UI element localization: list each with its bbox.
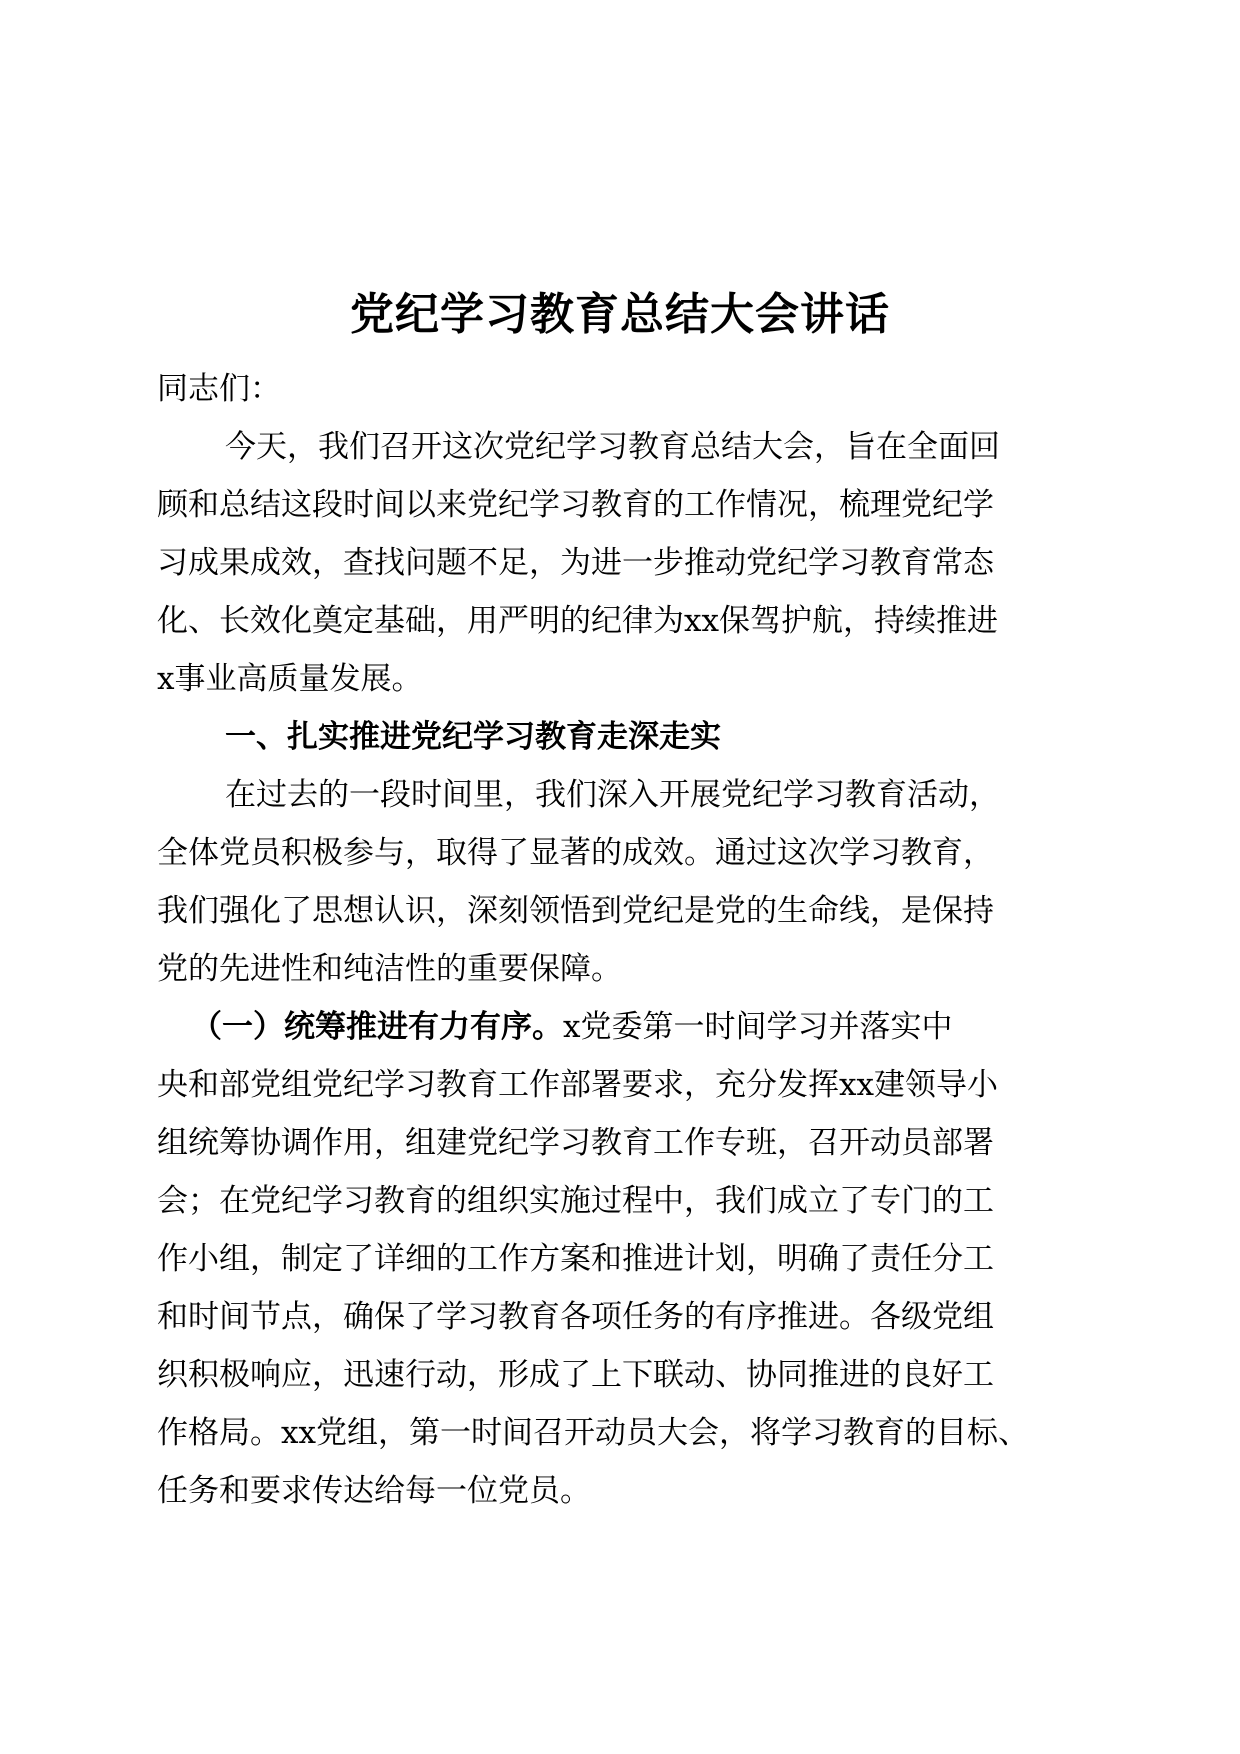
subsection-line: 作小组，制定了详细的工作方案和推进计划，明确了责任分工 <box>157 1241 994 1277</box>
intro-line: 顾和总结这段时间以来党纪学习教育的工作情况，梳理党纪学 <box>157 487 994 523</box>
section-para-line: 党的先进性和纯洁性的重要保障。 <box>157 951 622 987</box>
subsection-line: 央和部党组党纪学习教育工作部署要求，充分发挥xx建领导小 <box>157 1067 998 1103</box>
document-body <box>157 360 1087 1520</box>
subsection-line: 作格局。xx党组，第一时间召开动员大会，将学习教育的目标、 <box>157 1415 1029 1451</box>
intro-line: 今天，我们召开这次党纪学习教育总结大会，旨在全面回 <box>225 429 1000 465</box>
salutation: 同志们： <box>157 371 281 407</box>
page-title: 党纪学习教育总结大会讲话 <box>350 289 890 340</box>
section-para-line: 在过去的一段时间里，我们深入开展党纪学习教育活动， <box>225 777 1000 813</box>
subsection-line: 组统筹协调作用，组建党纪学习教育工作专班，召开动员部署 <box>157 1125 994 1161</box>
section-para-line: 全体党员积极参与，取得了显著的成效。通过这次学习教育， <box>157 835 994 871</box>
subsection-lead: （一）统筹推进有力有序。 <box>191 1009 563 1045</box>
section-heading: 一、扎实推进党纪学习教育走深走实 <box>225 719 721 755</box>
subsection-line: 和时间节点，确保了学习教育各项任务的有序推进。各级党组 <box>157 1299 994 1335</box>
subsection-lead-rest: x党委第一时间学习并落实中 <box>563 1009 953 1045</box>
subsection-line: 会；在党纪学习教育的组织实施过程中，我们成立了专门的工 <box>157 1183 994 1219</box>
subsection-line: 织积极响应，迅速行动，形成了上下联动、协同推进的良好工 <box>157 1357 994 1393</box>
intro-line: 化、长效化奠定基础，用严明的纪律为xx保驾护航，持续推进 <box>157 603 998 639</box>
subsection-first-line <box>157 998 1087 1056</box>
subsection-line: 任务和要求传达给每一位党员。 <box>157 1473 591 1509</box>
section-para-line: 我们强化了思想认识，深刻领悟到党纪是党的生命线，是保持 <box>157 893 994 929</box>
intro-line: 习成果成效，查找问题不足，为进一步推动党纪学习教育常态 <box>157 545 994 581</box>
intro-line: x事业高质量发展。 <box>157 661 423 697</box>
